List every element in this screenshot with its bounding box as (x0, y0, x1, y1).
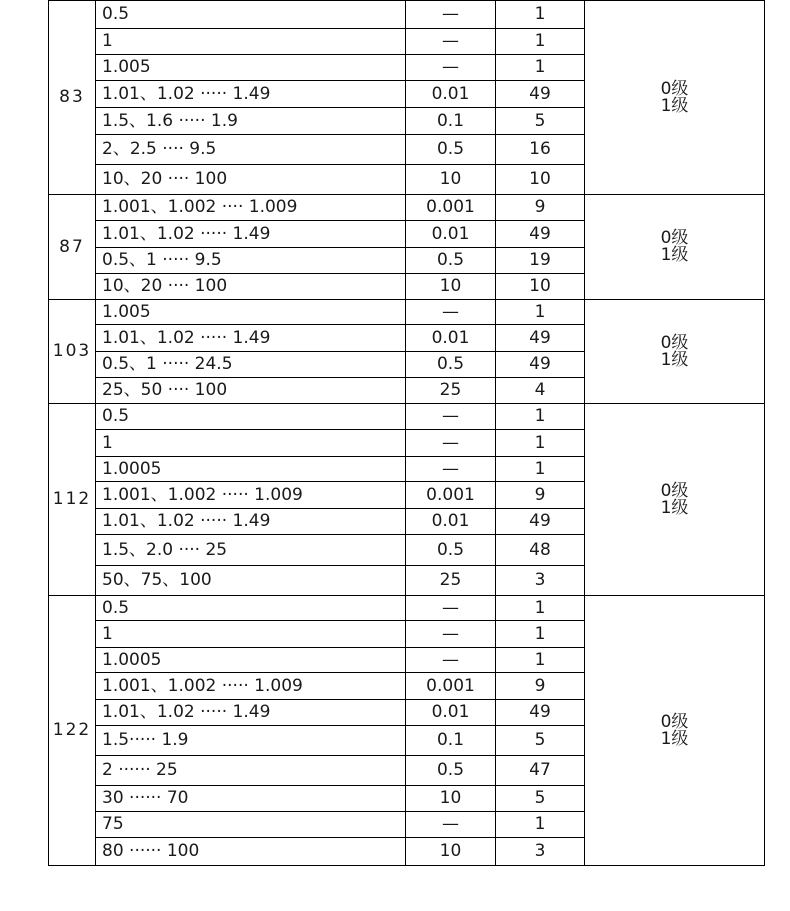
grade-label: 0级 (660, 228, 689, 248)
interval-cell: 10 (406, 274, 496, 300)
interval-cell: — (406, 29, 496, 55)
interval-cell: 0.01 (406, 700, 496, 726)
piece-count-cell: 10 (496, 274, 585, 300)
interval-cell: 0.5 (406, 756, 496, 786)
piece-count-cell: 49 (496, 700, 585, 726)
nominal-size-cell: 0.5 (96, 1, 406, 29)
interval-cell: 0.5 (406, 352, 496, 378)
interval-cell: — (406, 812, 496, 838)
nominal-size-cell: 1 (96, 621, 406, 648)
nominal-size-cell: 50、75、100 (96, 566, 406, 596)
piece-count-cell: 1 (496, 1, 585, 29)
nominal-size-cell: 25、50 ···· 100 (96, 378, 406, 404)
nominal-size-cell: 30 ······ 70 (96, 786, 406, 812)
piece-count-cell: 1 (496, 404, 585, 430)
interval-cell: 25 (406, 566, 496, 596)
table-row (49, 596, 765, 621)
piece-count-cell: 10 (496, 165, 585, 195)
nominal-size-cell: 80 ······ 100 (96, 838, 406, 866)
piece-count-cell: 1 (496, 648, 585, 673)
table-row (49, 1, 765, 29)
interval-cell: — (406, 621, 496, 648)
piece-count-cell: 1 (496, 596, 585, 621)
table-row (49, 404, 765, 430)
piece-count-cell: 49 (496, 325, 585, 352)
interval-cell: 0.5 (406, 248, 496, 274)
piece-count-cell: 3 (496, 838, 585, 866)
total-pieces-cell: 103 (49, 300, 96, 404)
piece-count-cell: 3 (496, 566, 585, 596)
nominal-size-cell: 0.5 (96, 596, 406, 621)
piece-count-cell: 49 (496, 352, 585, 378)
nominal-size-cell: 1 (96, 430, 406, 457)
piece-count-cell: 48 (496, 535, 585, 566)
piece-count-cell: 19 (496, 248, 585, 274)
gauge-block-set-table (48, 0, 765, 866)
total-pieces-cell: 83 (49, 1, 96, 195)
interval-cell: 0.1 (406, 108, 496, 135)
grade-label: 1级 (660, 349, 689, 370)
accuracy-grade-cell (585, 300, 765, 404)
nominal-size-cell: 0.5、1 ····· 9.5 (96, 248, 406, 274)
nominal-size-cell: 1.01、1.02 ····· 1.49 (96, 700, 406, 726)
interval-cell: 0.01 (406, 221, 496, 248)
grade-label: 0级 (660, 78, 689, 99)
piece-count-cell: 5 (496, 786, 585, 812)
grade-label: 0级 (660, 480, 689, 501)
grade-label: 1级 (660, 245, 689, 265)
nominal-size-cell: 10、20 ···· 100 (96, 165, 406, 195)
accuracy-grade-cell (585, 404, 765, 596)
interval-cell: — (406, 596, 496, 621)
piece-count-cell: 9 (496, 673, 585, 700)
piece-count-cell: 47 (496, 756, 585, 786)
interval-cell: 0.01 (406, 509, 496, 535)
piece-count-cell: 1 (496, 29, 585, 55)
piece-count-cell: 1 (496, 812, 585, 838)
piece-count-cell: 49 (496, 81, 585, 108)
nominal-size-cell: 1.001、1.002 ····· 1.009 (96, 673, 406, 700)
accuracy-grade-cell (585, 596, 765, 866)
nominal-size-cell: 1.005 (96, 55, 406, 81)
nominal-size-cell: 1.0005 (96, 648, 406, 673)
piece-count-cell: 1 (496, 430, 585, 457)
nominal-size-cell: 1 (96, 29, 406, 55)
nominal-size-cell: 1.01、1.02 ····· 1.49 (96, 81, 406, 108)
total-pieces-cell: 87 (49, 195, 96, 300)
interval-cell: — (406, 55, 496, 81)
piece-count-cell: 5 (496, 108, 585, 135)
piece-count-cell: 5 (496, 726, 585, 756)
grade-label: 0级 (660, 711, 689, 732)
piece-count-cell: 1 (496, 300, 585, 325)
nominal-size-cell: 1.5、1.6 ····· 1.9 (96, 108, 406, 135)
nominal-size-cell: 1.01、1.02 ····· 1.49 (96, 325, 406, 352)
interval-cell: 10 (406, 786, 496, 812)
nominal-size-cell: 1.5、2.0 ···· 25 (96, 535, 406, 566)
piece-count-cell: 1 (496, 621, 585, 648)
interval-cell: 0.01 (406, 81, 496, 108)
piece-count-cell: 4 (496, 378, 585, 404)
table-row (49, 195, 765, 221)
interval-cell: — (406, 648, 496, 673)
total-pieces-cell: 122 (49, 596, 96, 866)
nominal-size-cell: 1.01、1.02 ····· 1.49 (96, 221, 406, 248)
nominal-size-cell: 10、20 ···· 100 (96, 274, 406, 300)
interval-cell: — (406, 430, 496, 457)
interval-cell: 25 (406, 378, 496, 404)
grade-label: 0级 (660, 332, 689, 353)
piece-count-cell: 1 (496, 55, 585, 81)
interval-cell: — (406, 404, 496, 430)
interval-cell: — (406, 457, 496, 482)
piece-count-cell: 9 (496, 482, 585, 509)
nominal-size-cell: 1.01、1.02 ····· 1.49 (96, 509, 406, 535)
interval-cell: 0.01 (406, 325, 496, 352)
grade-label: 1级 (660, 95, 689, 116)
piece-count-cell: 49 (496, 509, 585, 535)
interval-cell: — (406, 300, 496, 325)
nominal-size-cell: 2、2.5 ···· 9.5 (96, 135, 406, 165)
nominal-size-cell: 0.5、1 ····· 24.5 (96, 352, 406, 378)
table-row (49, 300, 765, 325)
piece-count-cell: 16 (496, 135, 585, 165)
grade-label: 1级 (660, 728, 689, 749)
nominal-size-cell: 75 (96, 812, 406, 838)
grade-label: 1级 (660, 497, 689, 518)
interval-cell: 0.001 (406, 482, 496, 509)
nominal-size-cell: 2 ······ 25 (96, 756, 406, 786)
interval-cell: 0.5 (406, 135, 496, 165)
nominal-size-cell: 1.0005 (96, 457, 406, 482)
table-body (49, 1, 765, 866)
interval-cell: — (406, 1, 496, 29)
interval-cell: 0.5 (406, 535, 496, 566)
piece-count-cell: 1 (496, 457, 585, 482)
nominal-size-cell: 0.5 (96, 404, 406, 430)
accuracy-grade-cell (585, 195, 765, 300)
accuracy-grade-cell (585, 1, 765, 195)
piece-count-cell: 9 (496, 195, 585, 221)
nominal-size-cell: 1.5····· 1.9 (96, 726, 406, 756)
interval-cell: 10 (406, 165, 496, 195)
piece-count-cell: 49 (496, 221, 585, 248)
nominal-size-cell: 1.001、1.002 ····· 1.009 (96, 482, 406, 509)
interval-cell: 0.001 (406, 195, 496, 221)
interval-cell: 10 (406, 838, 496, 866)
nominal-size-cell: 1.001、1.002 ···· 1.009 (96, 195, 406, 221)
interval-cell: 0.001 (406, 673, 496, 700)
total-pieces-cell: 112 (49, 404, 96, 596)
nominal-size-cell: 1.005 (96, 300, 406, 325)
interval-cell: 0.1 (406, 726, 496, 756)
